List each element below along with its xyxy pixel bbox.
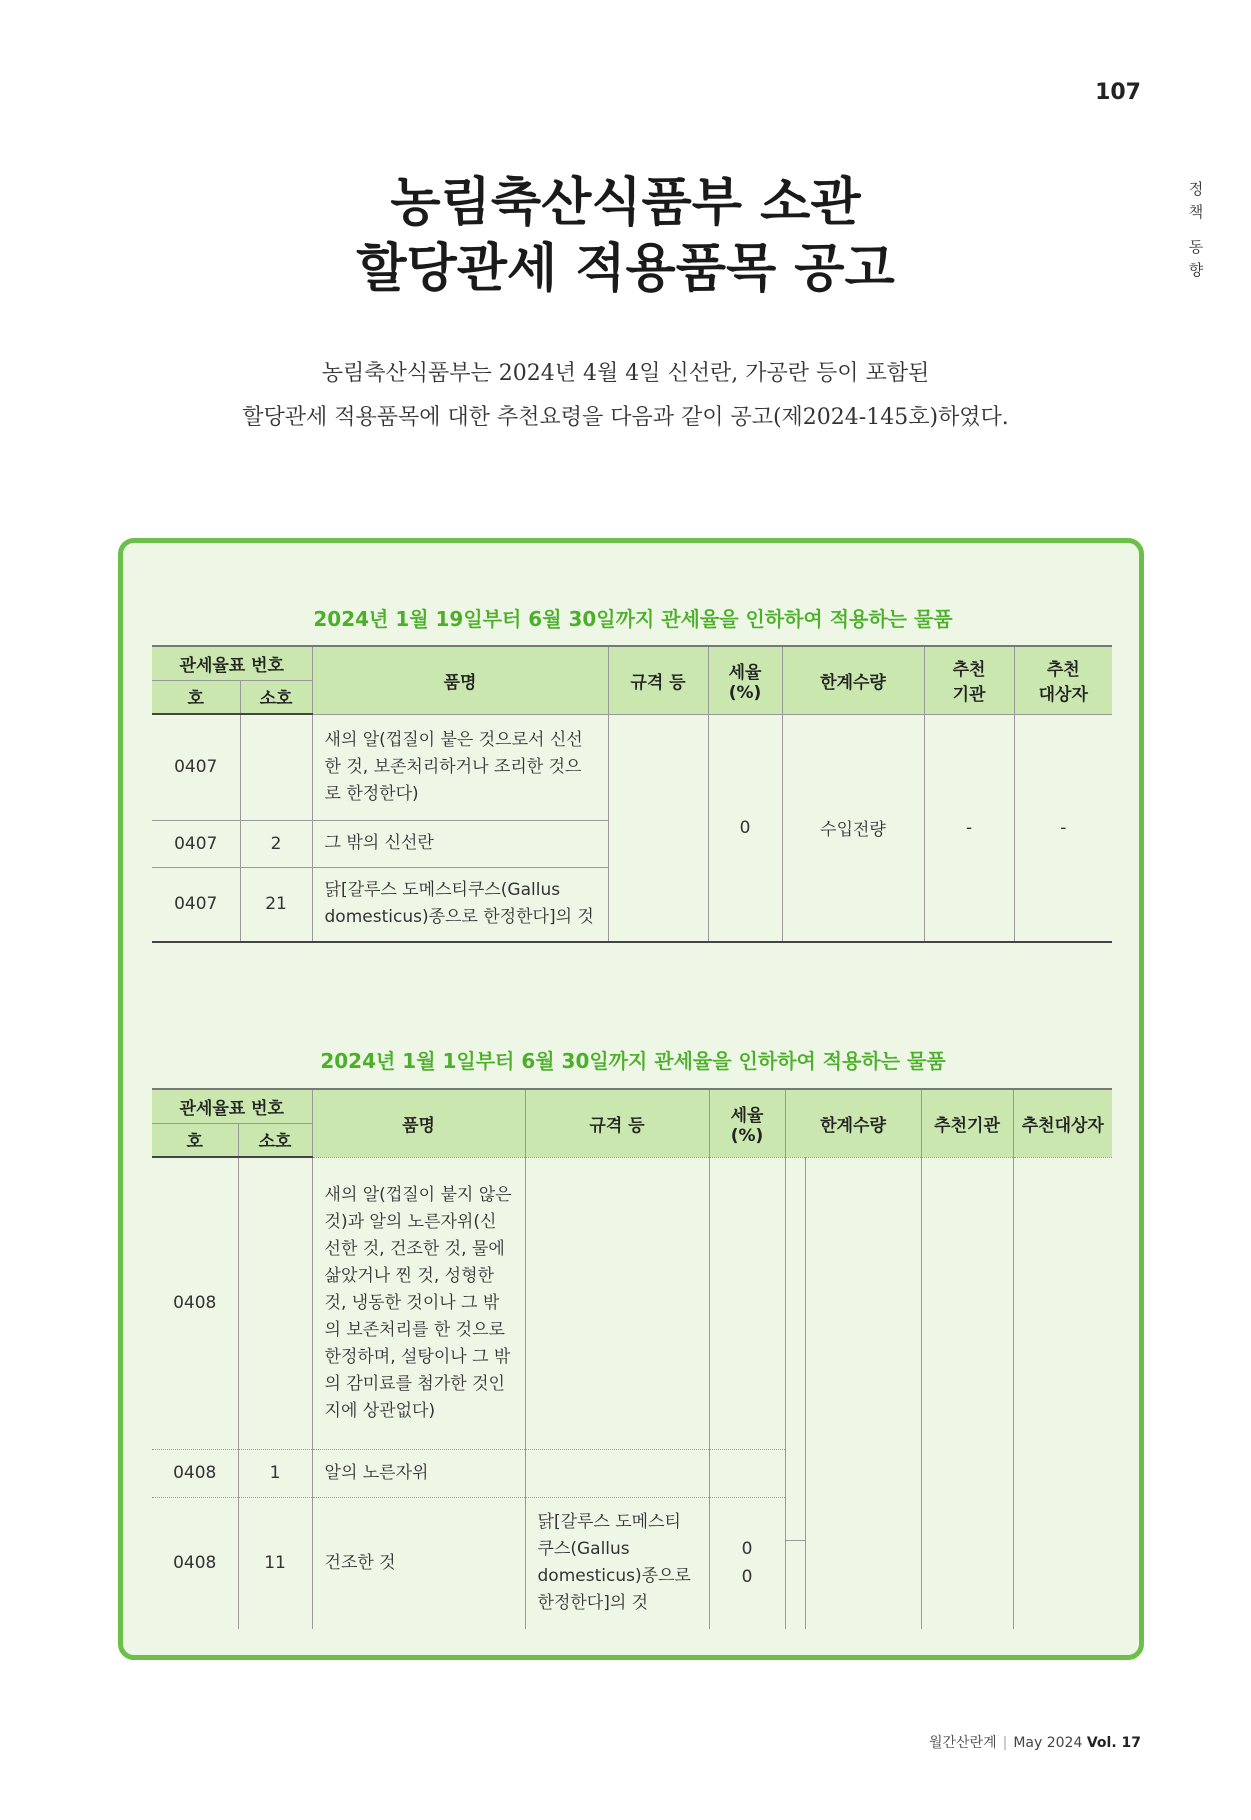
cell-rate: 0	[708, 714, 782, 942]
header-rec-org	[924, 646, 1014, 714]
header-rate-line: (%)	[728, 682, 762, 703]
header-limit: 한계수량	[782, 646, 924, 714]
cell-limit-narrow	[785, 1157, 805, 1629]
cell-soho	[240, 714, 312, 820]
cell-spec: 닭[갈루스 도메스티쿠스(Gallus domesticus)종으로 한정한다]의 것	[525, 1497, 709, 1629]
header-rec-target	[1014, 646, 1112, 714]
header-item: 품명	[312, 1089, 525, 1157]
header-soho: 소호	[238, 1123, 312, 1157]
title-line: 농림축산식품부 소관	[390, 173, 861, 233]
table1-caption: 2024년 1월 19일부터 6월 30일까지 관세율을 인하하여 적용하는 물품	[313, 607, 953, 631]
header-item: 품명	[312, 646, 608, 714]
header-tariff-no: 관세율표 번호	[152, 1089, 312, 1123]
cell-item: 새의 알(껍질이 붙은 것으로서 신선한 것, 보존처리하거나 조리한 것으로 한정한다)	[312, 714, 608, 820]
page-number: 107	[1095, 80, 1141, 105]
rate-line: 0	[741, 1539, 753, 1560]
cell-rate	[709, 1449, 785, 1497]
footer-month: May 2024	[1013, 1735, 1083, 1751]
lead-line: 할당관세 적용품목에 대한 추천요령을 다음과 같이 공고(제2024-145호)하였다.	[242, 405, 1009, 430]
tariff-table-1	[152, 645, 1112, 943]
cell-item: 알의 노른자위	[312, 1449, 525, 1497]
cell-item: 닭[갈루스 도메스티쿠스(Gallus domesticus)종으로 한정한다]의 것	[312, 867, 608, 942]
cell-ho: 0408	[152, 1157, 238, 1449]
limit-divider	[786, 1540, 805, 1541]
header-tariff-no: 관세율표 번호	[152, 646, 312, 680]
cell-rec-org: -	[924, 714, 1014, 942]
cell-rec-target: -	[1014, 714, 1112, 942]
header-rec-org-line: 추천	[952, 660, 986, 681]
side-label-char: 책	[1188, 203, 1204, 221]
footer-volume: Vol. 17	[1086, 1735, 1141, 1751]
cell-soho: 2	[240, 820, 312, 867]
rate-line: 0	[741, 1567, 753, 1588]
tables-panel	[118, 538, 1144, 1660]
side-label-char: 동	[1188, 238, 1204, 256]
cell-ho: 0407	[152, 820, 240, 867]
cell-soho	[238, 1157, 312, 1449]
header-rate	[709, 1089, 785, 1157]
header-soho: 소호	[240, 680, 312, 714]
table2-caption: 2024년 1월 1일부터 6월 30일까지 관세율을 인하하여 적용하는 물품	[320, 1049, 946, 1073]
cell-soho: 1	[238, 1449, 312, 1497]
side-label-char: 향	[1188, 261, 1204, 279]
table-row	[152, 714, 1112, 820]
header-ho: 호	[152, 1123, 238, 1157]
footer-separator: |	[1002, 1735, 1008, 1751]
page-title	[0, 170, 1251, 302]
footer-magazine: 월간산란계	[929, 1735, 997, 1751]
cell-soho: 21	[240, 867, 312, 942]
header-rec-org: 추천기관	[921, 1089, 1013, 1157]
cell-ho: 0408	[152, 1449, 238, 1497]
header-rec-target: 추천대상자	[1013, 1089, 1112, 1157]
table-row	[152, 1157, 1112, 1449]
header-rate-line: 세율	[728, 662, 762, 683]
cell-rec-org	[921, 1157, 1013, 1629]
cell-spec	[525, 1157, 709, 1449]
cell-rec-target	[1013, 1157, 1112, 1629]
lead-paragraph	[0, 352, 1251, 440]
header-ho: 호	[152, 680, 240, 714]
cell-rate	[709, 1157, 785, 1449]
cell-spec	[608, 714, 708, 942]
title-line: 할당관세 적용품목 공고	[356, 239, 895, 299]
cell-ho: 0407	[152, 714, 240, 820]
cell-rate	[709, 1497, 785, 1629]
side-label-char: 정	[1188, 180, 1204, 198]
header-rate-line: (%)	[730, 1125, 764, 1146]
header-rec-target-line: 대상자	[1038, 685, 1088, 706]
cell-ho: 0407	[152, 867, 240, 942]
header-spec: 규격 등	[608, 646, 708, 714]
header-spec: 규격 등	[525, 1089, 709, 1157]
header-rec-org-line: 기관	[952, 685, 986, 706]
cell-item: 건조한 것	[312, 1497, 525, 1629]
tariff-table-2	[152, 1088, 1112, 1629]
cell-spec	[525, 1449, 709, 1497]
cell-item: 그 밖의 신선란	[312, 820, 608, 867]
cell-limit	[805, 1157, 921, 1629]
lead-line: 농림축산식품부는 2024년 4월 4일 신선란, 가공란 등이 포함된	[321, 361, 930, 386]
header-rate	[708, 646, 782, 714]
header-limit: 한계수량	[785, 1089, 921, 1157]
cell-soho: 11	[238, 1497, 312, 1629]
header-rate-line: 세율	[730, 1105, 764, 1126]
cell-limit: 수입전량	[782, 714, 924, 942]
cell-item: 새의 알(껍질이 붙지 않은 것)과 알의 노른자위(신선한 것, 건조한 것, 물에 삶았거나 찐 것, 성형한 것, 냉동한 것이나 그 밖의 보존처리를 한 것으로 한정하며, 설탕이나 그 밖의 감미료를 첨가한 것인지에 상관없다)	[312, 1157, 525, 1449]
header-rec-target-line: 추천	[1046, 660, 1080, 681]
footer	[929, 1732, 1141, 1752]
cell-ho: 0408	[152, 1497, 238, 1629]
